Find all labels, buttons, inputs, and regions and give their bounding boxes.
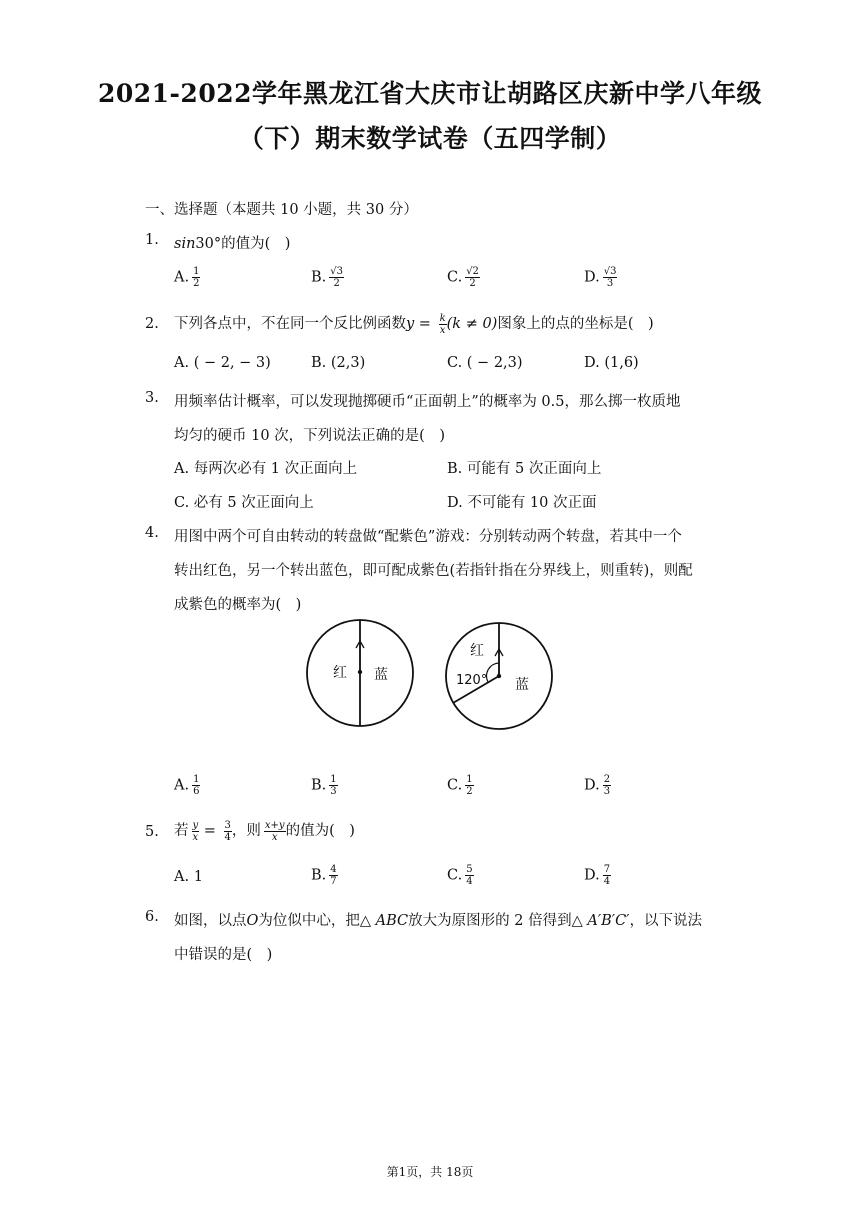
sin-symbol: sin: [174, 236, 196, 252]
fraction: [465, 266, 480, 289]
fraction: [192, 774, 200, 797]
question-6-mid2: 放大为原图形的 2 倍得到△: [408, 913, 588, 929]
denominator: 4: [224, 831, 231, 843]
fraction: [465, 864, 473, 887]
option-d: [584, 864, 611, 887]
fraction: [603, 774, 611, 797]
denominator: x: [439, 324, 446, 336]
question-6-mid: 为位似中心，把△: [258, 913, 376, 929]
question-5-head: 若: [174, 823, 189, 839]
denominator: 2: [333, 278, 340, 289]
option-a: [174, 266, 200, 289]
question-4-line2: 转出红色，另一个转出蓝色，即可配成紫色(若指针指在分界线上，则重转)，则配: [174, 563, 693, 579]
option-label: D.: [584, 867, 600, 884]
fraction: [224, 820, 232, 843]
numerator: 4: [330, 864, 337, 875]
fraction: [465, 774, 473, 797]
option-label: C.: [447, 777, 463, 794]
option-a: A. ( − 2, − 3): [174, 355, 271, 371]
question-2-head: 下列各点中，不在同一个反比例函数: [174, 316, 406, 332]
question-4-line1: 用图中两个可自由转动的转盘做“配紫色”游戏：分别转动两个转盘，若其中一个: [174, 529, 682, 545]
denominator: 3: [606, 278, 614, 289]
spinner-right: [446, 623, 552, 729]
question-3-line2: 均匀的硬币 10 次，下列说法正确的是( ): [174, 428, 445, 444]
option-label: B.: [311, 269, 327, 286]
point-o: O: [246, 913, 259, 929]
numerator: √2: [466, 266, 479, 277]
spinner-left: [307, 620, 413, 726]
fraction: [329, 774, 337, 797]
option-label: B.: [311, 777, 327, 794]
section-heading: 一、选择题（本题共 10 小题，共 30 分）: [145, 202, 418, 218]
denominator: 2: [193, 278, 200, 289]
numerator: y: [192, 819, 199, 831]
denominator: 3: [330, 786, 337, 797]
question-number: 6.: [145, 909, 159, 925]
question-6-line2: 中错误的是( ): [174, 947, 273, 963]
fraction: [603, 864, 611, 887]
denominator: 3: [603, 786, 611, 797]
denominator: 2: [469, 278, 476, 289]
numerator: 1: [330, 774, 337, 785]
question-number: 1.: [145, 232, 159, 248]
denominator: x: [271, 831, 278, 843]
option-label: B.: [311, 867, 327, 884]
option-b: B. (2,3): [311, 355, 366, 371]
option-a: A. 1: [174, 869, 203, 885]
option-c: C. ( − 2,3): [447, 355, 523, 371]
pointer-left-pivot: [358, 670, 362, 674]
triangle-abc: ABC: [375, 913, 409, 929]
option-c: [447, 864, 474, 887]
option-c: [447, 774, 474, 797]
label-blue-left: 蓝: [374, 667, 388, 683]
option-d: D. (1,6): [584, 355, 639, 371]
numerator: 7: [603, 864, 611, 875]
fraction: [439, 313, 447, 336]
label-blue-right: 蓝: [515, 677, 529, 693]
denominator: 6: [193, 786, 200, 797]
denominator: 4: [466, 876, 473, 887]
fraction: [603, 266, 618, 289]
var-y: y: [406, 316, 415, 332]
question-6-line1: [174, 909, 702, 930]
question-6-tail: ，以下说法: [629, 913, 702, 929]
fraction: [192, 820, 200, 843]
question-2-tail: 图象上的点的坐标是( ): [497, 316, 654, 332]
option-label: D.: [584, 777, 600, 794]
numerator: 3: [224, 819, 231, 831]
numerator: k: [439, 312, 446, 324]
option-b: [311, 864, 338, 887]
question-2-text: [174, 312, 654, 336]
numerator: x+y: [264, 819, 285, 831]
numerator: 1: [193, 774, 200, 785]
label-red-right: 红: [470, 643, 484, 659]
option-c: C. 必有 5 次正面向上: [174, 495, 314, 511]
option-label: A.: [174, 269, 190, 286]
question-1-tail: 30°的值为( ): [195, 236, 291, 252]
numerator: 5: [466, 864, 473, 875]
numerator: 1: [466, 774, 473, 785]
equals-sign: =: [199, 823, 221, 839]
question-number: 3.: [145, 390, 159, 406]
fraction: [329, 864, 337, 887]
triangle-abc-prime: A′B′C′: [587, 913, 630, 929]
question-1-text: [174, 232, 290, 253]
numerator: √3: [603, 266, 617, 277]
question-5-mid: ，则: [231, 823, 261, 839]
option-label: C.: [447, 269, 463, 286]
fraction: [264, 820, 286, 843]
question-number: 5.: [145, 824, 159, 840]
option-b: B. 可能有 5 次正面向上: [447, 461, 602, 477]
question-number: 2.: [145, 316, 159, 332]
exam-title-line1: 2021-2022学年黑龙江省大庆市让胡路区庆新中学八年级: [97, 79, 763, 108]
page-footer: 第1页，共 18页: [386, 1165, 474, 1179]
question-number: 4.: [145, 525, 159, 541]
pointer-right-pivot: [497, 674, 501, 678]
numerator: √3: [330, 266, 343, 277]
option-c: [447, 266, 480, 289]
option-a: A. 每两次必有 1 次正面向上: [174, 461, 358, 477]
fraction: [192, 266, 200, 289]
denominator: x: [192, 831, 199, 843]
exam-title-line2: （下）期末数学试卷（五四学制）: [238, 124, 622, 153]
denominator: 2: [466, 786, 473, 797]
label-angle: 120°: [456, 673, 488, 688]
option-d: D. 不可能有 10 次正面: [447, 495, 597, 511]
question-4-line3: 成紫色的概率为( ): [174, 597, 302, 613]
label-red-left: 红: [333, 665, 347, 681]
question-5-tail: 的值为( ): [285, 823, 355, 839]
denominator: 4: [603, 876, 611, 887]
option-label: C.: [447, 867, 463, 884]
option-a: [174, 774, 200, 797]
question-5-text: [174, 819, 355, 843]
fraction: [329, 266, 344, 289]
question-6-head: 如图，以点: [174, 913, 247, 929]
denominator: 7: [330, 876, 337, 887]
condition: (k ≠ 0): [446, 316, 498, 332]
numerator: 1: [193, 266, 200, 277]
option-d: [584, 266, 617, 289]
option-label: A.: [174, 777, 190, 794]
option-label: D.: [584, 269, 600, 286]
numerator: 2: [603, 774, 611, 785]
question-3-line1: 用频率估计概率，可以发现抛掷硬币“正面朝上”的概率为 0.5，那么掷一枚质地: [174, 394, 681, 410]
option-b: [311, 774, 338, 797]
equals-sign: =: [414, 316, 436, 332]
option-d: [584, 774, 611, 797]
option-b: [311, 266, 344, 289]
spinner-figure: [300, 612, 562, 736]
